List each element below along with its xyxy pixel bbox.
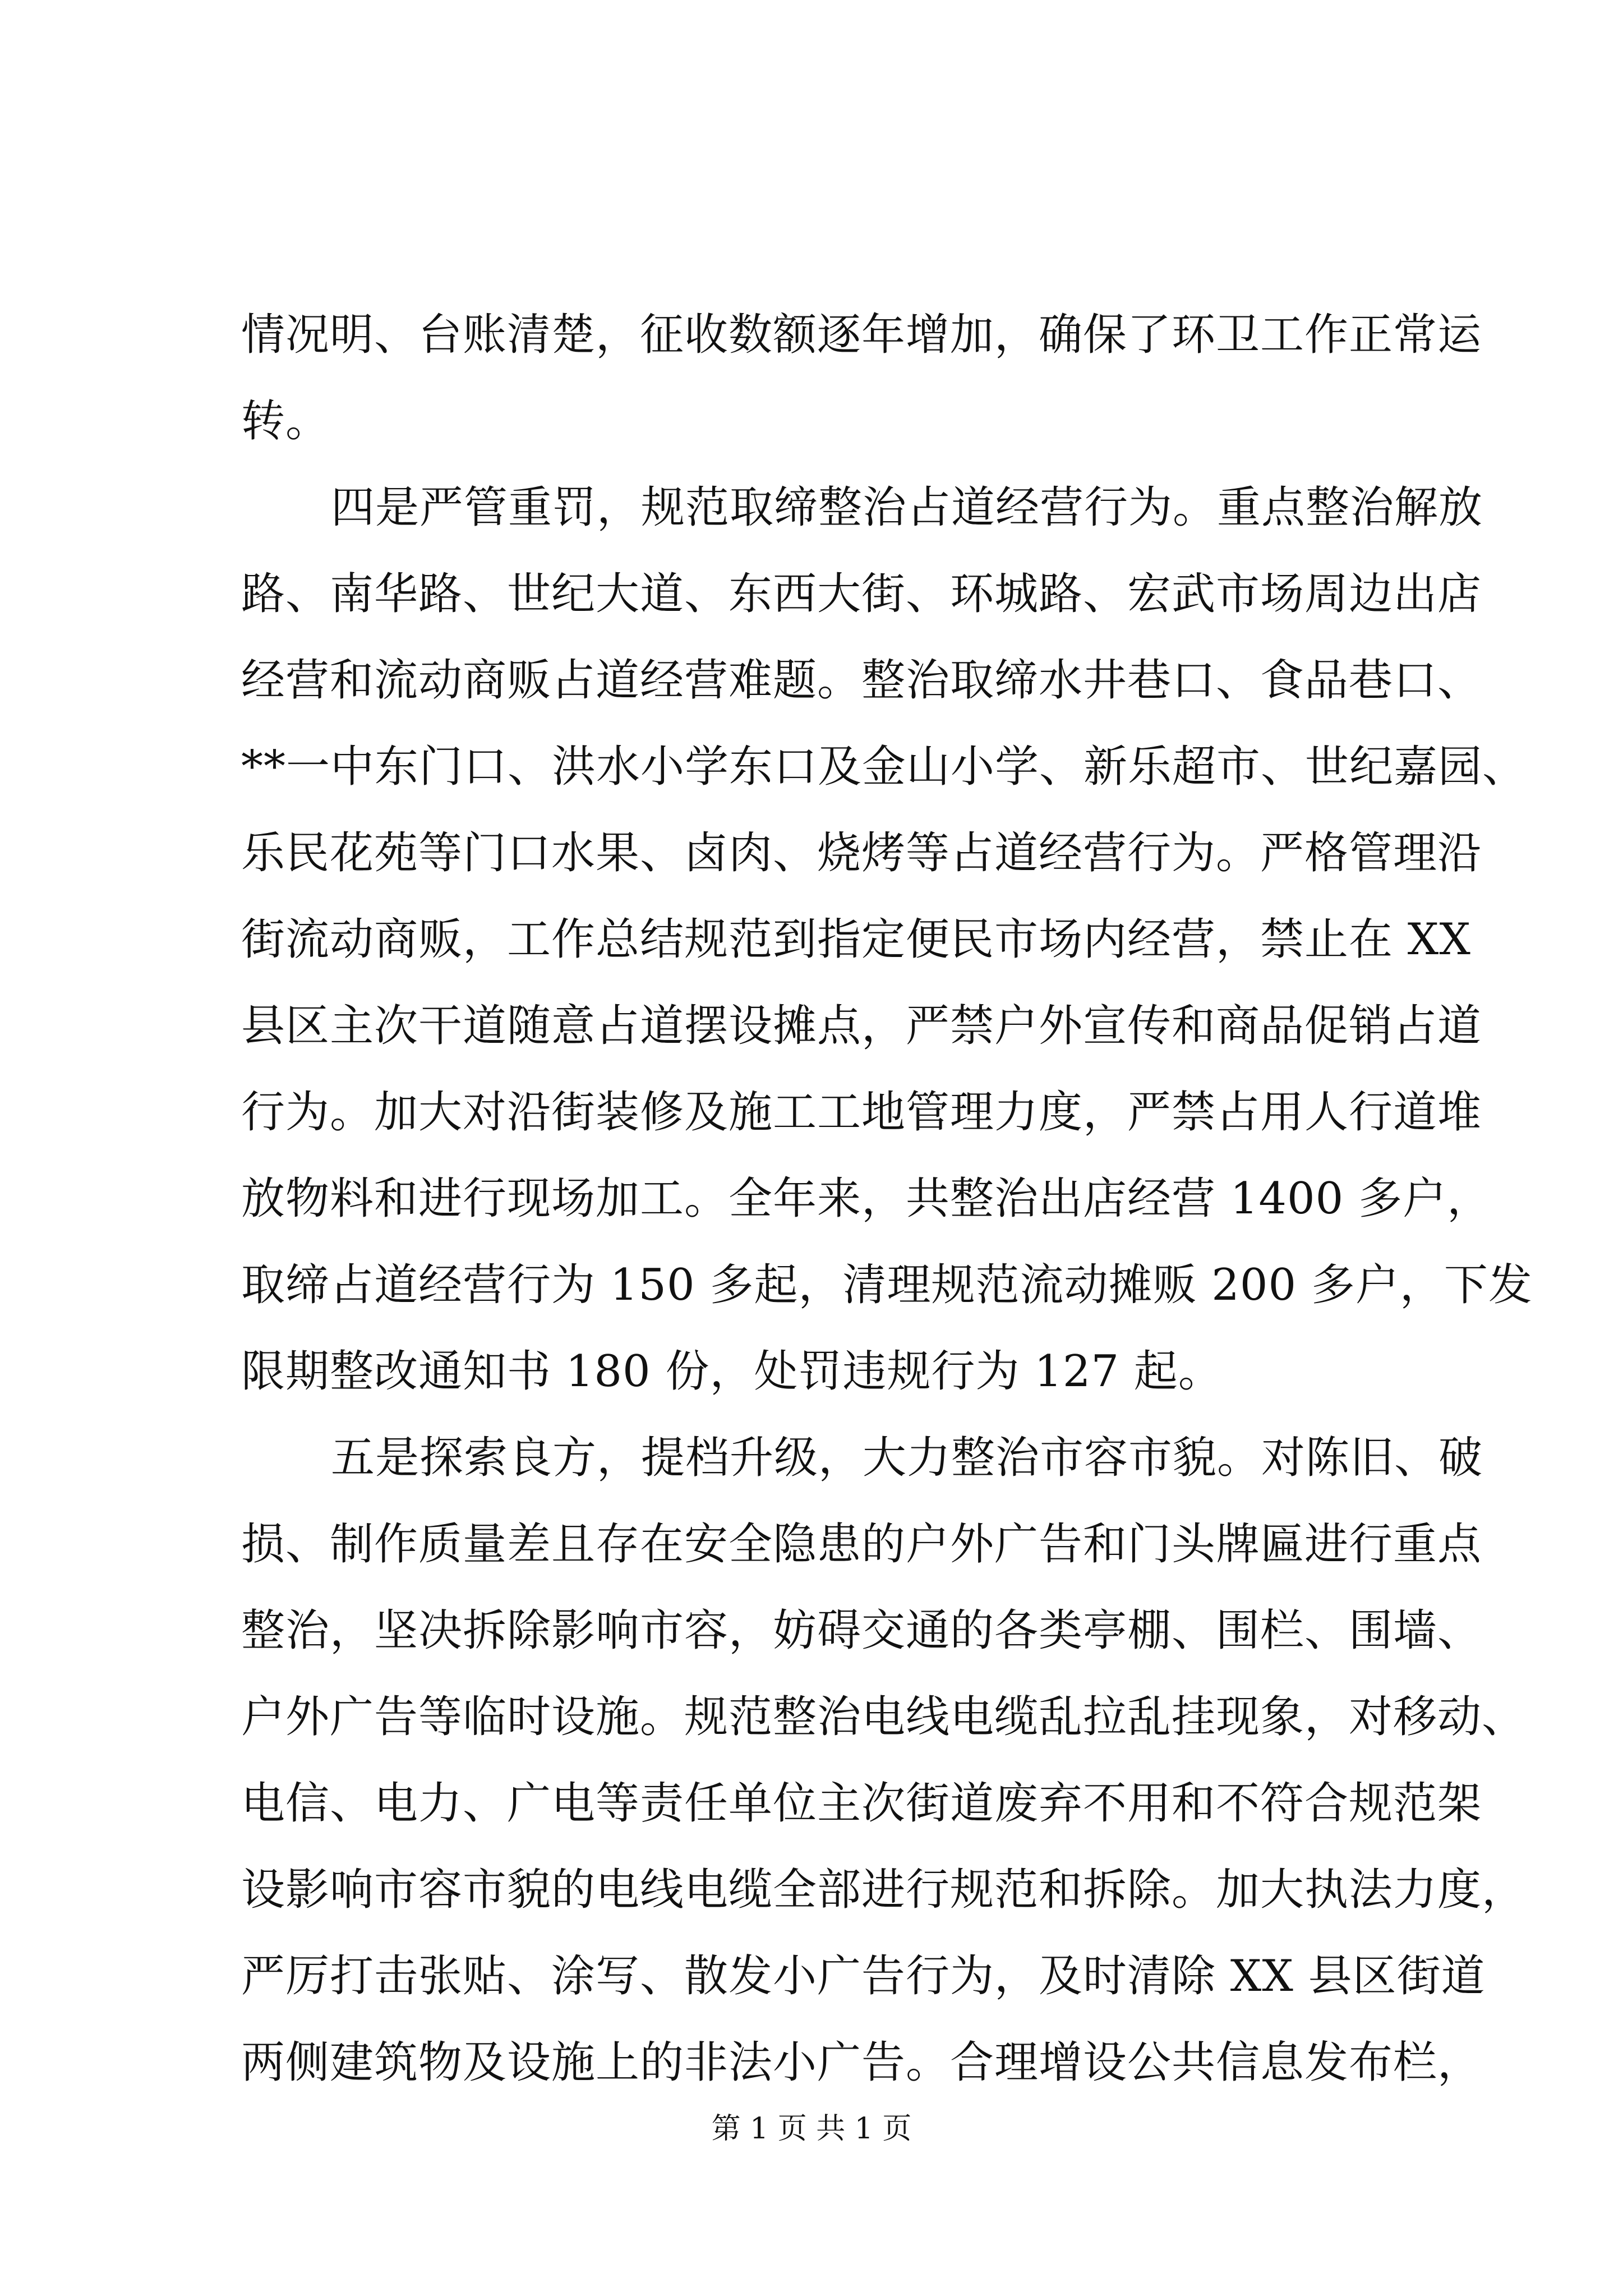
paragraph-first-line: 五是探索良方，提档升级，大力整治市容市貌。对陈旧、破	[331, 1433, 1483, 1483]
body-text	[241, 292, 1533, 2106]
text-line: 设影响市容市貌的电线电缆全部进行规范和拆除。加大执法力度，	[241, 1865, 1527, 1915]
text-line: 取缔占道经营行为 150 多起，清理规范流动摊贩 200 多户，下发	[241, 1260, 1533, 1310]
text-line: 限期整改通知书 180 份，处罚违规行为 127 起。	[241, 1346, 1223, 1397]
text-line: 户外广告等临时设施。规范整治电线电缆乱拉乱挂现象，对移动、	[241, 1692, 1527, 1742]
text-line: 县区主次干道随意占道摆设摊点，严禁户外宣传和商品促销占道	[241, 1001, 1482, 1051]
text-line: 乐民花苑等门口水果、卤肉、烧烤等占道经营行为。严格管理沿	[241, 828, 1482, 878]
text-line: 街流动商贩，工作总结规范到指定便民市场内经营，禁止在 XX	[241, 914, 1471, 965]
text-line: 电信、电力、广电等责任单位主次街道废弃不用和不符合规范架	[241, 1778, 1482, 1829]
text-line: 整治，坚决拆除影响市容，妨碍交通的各类亭棚、围栏、围墙、	[241, 1605, 1482, 1656]
text-line: 严厉打击张贴、涂写、散发小广告行为，及时清除 XX 县区街道	[241, 1951, 1486, 2001]
text-line: 行为。加大对沿街装修及施工工地管理力度，严禁占用人行道堆	[241, 1087, 1482, 1138]
text-line: 转。	[241, 396, 330, 447]
paragraph-first-line: 四是严管重罚，规范取缔整治占道经营行为。重点整治解放	[331, 482, 1483, 533]
text-line: 情况明、台账清楚，征收数额逐年增加，确保了环卫工作正常运	[241, 310, 1482, 360]
page-footer: 第 1 页 共 1 页	[711, 2112, 912, 2146]
text-line: 路、南华路、世纪大道、东西大街、环城路、宏武市场周边出店	[241, 569, 1482, 619]
text-line: 放物料和进行现场加工。全年来，共整治出店经营 1400 多户，	[241, 1174, 1492, 1224]
text-line: **一中东门口、洪水小学东口及金山小学、新乐超市、世纪嘉园、	[241, 742, 1527, 792]
text-line: 两侧建筑物及设施上的非法小广告。合理增设公共信息发布栏，	[241, 2037, 1482, 2088]
text-line: 经营和流动商贩占道经营难题。整治取缔水井巷口、食品巷口、	[241, 655, 1482, 706]
text-line: 损、制作质量差且存在安全隐患的户外广告和门头牌匾进行重点	[241, 1519, 1482, 1570]
